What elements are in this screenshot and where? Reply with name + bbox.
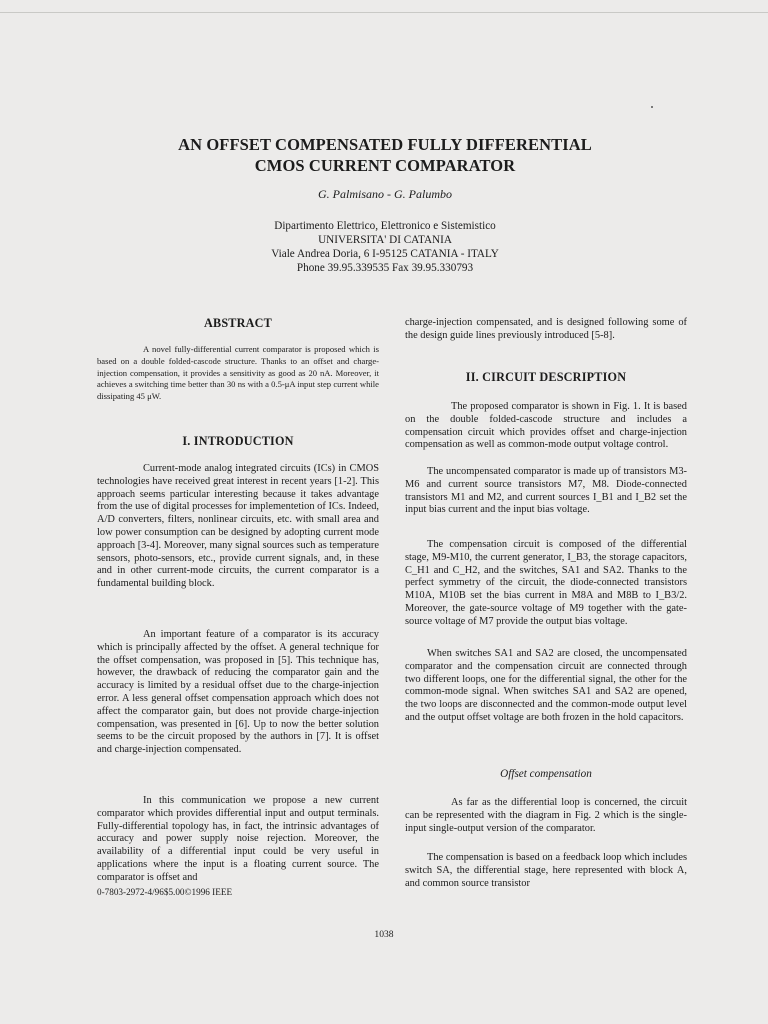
circuit-paragraph-4: When switches SA1 and SA2 are closed, the uncompensated comparator and the compensation circuit are connected through two different loops, one for the differential signal, the other for the common-mode signal. When switches SA1 and SA2 are opened, the two loops are disconnected and the common-mode output level and the output offset voltage are both frozen in the hold capacitors. (405, 648, 687, 723)
title-line-1: AN OFFSET COMPENSATED FULLY DIFFERENTIAL (178, 135, 592, 154)
scan-edge-line (0, 12, 768, 13)
right-column-continuation: charge-injection compensated, and is designed following some of the design guide lines previously introduced [5-8]. (405, 317, 687, 341)
circuit-paragraph-1: The proposed comparator is shown in Fig. 1. It is based on the double folded-cascode structure and includes a compensation circuit which provides offset and charge-injection compensation as well as common-mode output voltage control. (405, 401, 687, 451)
abstract-text: A novel fully-differential current comparator is proposed which is based on a double folded-cascode structure. Thanks to an offset and charge-injection compensation, it provides a sensitivity as good as 20 nA. Moreover, it achieves a switching time better than 30 ns with a 0.5-μA input step current while dissipating 45 μW. (97, 344, 379, 402)
affiliation-line-2: UNIVERSITA' DI CATANIA (318, 234, 452, 246)
affiliation-line-4: Phone 39.95.339535 Fax 39.95.330793 (296, 262, 474, 274)
offset-paragraph-2: The compensation is based on a feedback loop which includes switch SA, the differential stage, here represented with block A, and common source transistor (405, 852, 687, 889)
authors: G. Palmisano - G. Palumbo (318, 187, 452, 201)
page-number: 1038 (374, 929, 394, 940)
affiliation-line-3: Viale Andrea Doria, 6 I-95125 CATANIA - ITALY (271, 248, 499, 260)
introduction-paragraph-1: Current-mode analog integrated circuits (ICs) in CMOS technologies have received great interest in recent years [1-2]. This approach seems particular interesting because it takes advantage from the use of digital processes for implementetion of ICs. Indeed, A/D converters, filters, nonlinear circuits, etc. with small area and low power consumption can be designed by adopting current mode approach [3-4]. Moreover, many signal sources such as temperature sensors, photo-sensors, etc., provide current signals, and, in these and in other current-mode circuits, the current comparator is a fundamental building block. (97, 463, 379, 590)
abstract-heading: ABSTRACT (204, 316, 272, 330)
offset-compensation-subheading: Offset compensation (500, 768, 592, 780)
introduction-heading: I. INTRODUCTION (182, 434, 294, 448)
scan-speck (651, 106, 653, 108)
title-line-2: CMOS CURRENT COMPARATOR (254, 156, 516, 175)
introduction-paragraph-2: An important feature of a comparator is its accuracy which is principally affected by the offset. A general technique for the offset compensation, was proposed in [5]. This technique has, however, the drawback of reducing the comparator gain and the accuracy is limited by a residual offset due to the charge-injection error. A less general offset compensation approach which does not affect the comparator gain, but does not provide charge-injection compensation, was presented in [6]. Up to now the better solution seems to be the circuit proposed by the authors in [7]. It is offset and charge-injection compensated. (97, 629, 379, 756)
copyright-footnote: 0-7803-2972-4/96$5.00©1996 IEEE (97, 887, 233, 897)
offset-paragraph-1: As far as the differential loop is concerned, the circuit can be represented with the diagram in Fig. 2 which is the single-input single-output version of the comparator. (405, 797, 687, 834)
introduction-paragraph-3: In this communication we propose a new current comparator which provides differential input and output terminals. Fully-differential topology has, in fact, the intrinsic advantages of accuracy and power supply noise rejection. Moreover, the availability of a differential input could be very useful in applications where the input is a floating current source. The comparator is offset and (97, 795, 379, 883)
affiliation-line-1: Dipartimento Elettrico, Elettronico e Sistemistico (274, 220, 496, 232)
circuit-paragraph-3: The compensation circuit is composed of the differential stage, M9-M10, the current generator, I_B3, the storage capacitors, C_H1 and C_H2, and the switches, SA1 and SA2. Thanks to the perfect symmetry of the circuit, the diode-connected transistors M10A, M10B set the bias current in M8A and M8B to I_B3/2. Moreover, the gate-source voltage of M9 together with the gate-source voltage of M7 provide the output bias voltage. (405, 539, 687, 627)
circuit-paragraph-2: The uncompensated comparator is made up of transistors M3-M6 and current source transistors M7, M8. Diode-connected transistors M1 and M2, and current sources I_B1 and I_B2 set the input bias current and the input bias voltage. (405, 466, 687, 516)
circuit-description-heading: II. CIRCUIT DESCRIPTION (465, 370, 627, 384)
